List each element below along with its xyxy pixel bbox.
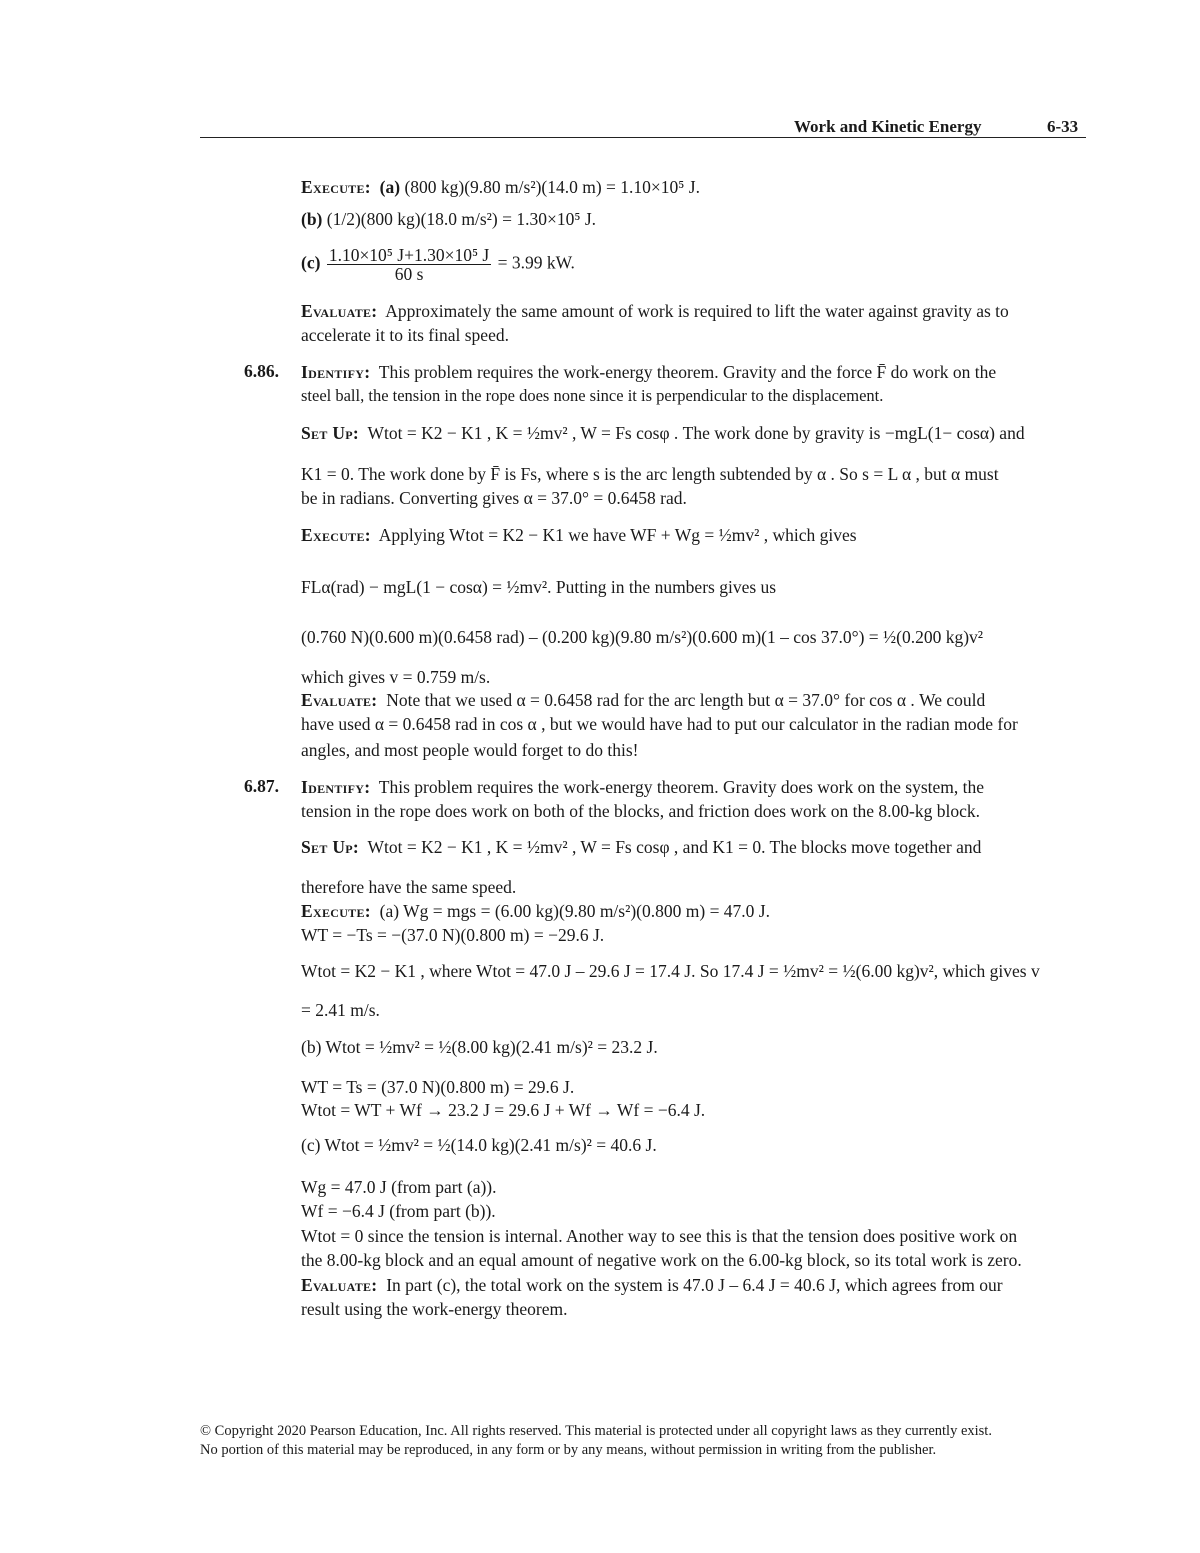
paragraph-text: This problem requires the work-energy theorem. Gravity does work on the system, the — [378, 777, 985, 797]
p687-execute-c-line-2: Wg = 47.0 J (from part (a)). — [301, 1177, 497, 1197]
fraction — [327, 246, 491, 283]
p687-identify-line-1 — [301, 776, 984, 798]
p686-execute-line-2: FLα(rad) − mgL(1 − cosα) = ½mv². Putting in the numbers gives us — [301, 577, 777, 597]
fraction-denominator: 60 s — [394, 264, 424, 284]
fraction-numerator: 1.10×10⁵ J+1.30×10⁵ J — [328, 245, 490, 265]
p686-execute-line-4: which gives v = 0.759 m/s. — [301, 667, 491, 687]
paragraph-text: Approximately the same amount of work is required to lift the water against gravity as to — [385, 301, 1009, 321]
p686-setup-line-2: K1 = 0. The work done by F̄ is Fs, where s is the arc length subtended by α . So s = L α , but α must — [301, 464, 999, 484]
paragraph-text: (a) Wg = mgs = (6.00 kg)(9.80 m/s²)(0.800 m) = 47.0 J. — [379, 901, 770, 921]
p686-setup-line-1 — [301, 422, 1025, 444]
paragraph-text: Wtot = K2 − K1 , K = ½mv² , W = Fs cosφ , and K1 = 0. The blocks move together and — [367, 837, 982, 857]
p686-execute-line-1 — [301, 524, 857, 546]
p687-identify-line-2: tension in the rope does work on both of the blocks, and friction does work on the 8.00-kg block. — [301, 801, 980, 821]
p687-execute-a-line-3: Wtot = K2 − K1 , where Wtot = 47.0 J – 29.6 J = 17.4 J. So 17.4 J = ½mv² = ½(6.00 kg)v², which gives v — [301, 961, 1040, 981]
part-label: (a) — [379, 177, 401, 197]
equation-text: (800 kg)(9.80 m/s²)(14.0 m) = 1.10×10⁵ J. — [404, 177, 700, 197]
evaluate-label: Evaluate: — [301, 301, 378, 321]
p686-evaluate-line-2: have used α = 0.6458 rad in cos α , but we would have had to put our calculator in the radian mode for — [301, 714, 1018, 734]
copyright-line-2: No portion of this material may be reproduced, in any form or by any means, without permission in writing from the publisher. — [200, 1442, 937, 1458]
chapter-title: Work and Kinetic Energy — [794, 117, 982, 136]
header-rule — [200, 137, 1086, 138]
prev-execute-a — [301, 176, 700, 198]
prev-execute-b — [301, 208, 596, 230]
p686-evaluate-line-3: angles, and most people would forget to do this! — [301, 740, 639, 760]
p687-execute-b-line-1: (b) Wtot = ½mv² = ½(8.00 kg)(2.41 m/s)² = 23.2 J. — [301, 1037, 658, 1057]
identify-label: Identify: — [301, 777, 371, 797]
execute-label: Execute: — [301, 901, 371, 921]
evaluate-label: Evaluate: — [301, 690, 378, 710]
identify-label: Identify: — [301, 362, 371, 382]
p687-evaluate-line-2: result using the work-energy theorem. — [301, 1299, 568, 1319]
p687-setup-line-1 — [301, 836, 981, 858]
prev-execute-c — [301, 246, 575, 283]
paragraph-text: This problem requires the work-energy theorem. Gravity and the force F̄ do work on the — [378, 362, 997, 382]
p687-execute-b-line-3: Wtot = WT + Wf → 23.2 J = 29.6 J + Wf → Wf = −6.4 J. — [301, 1100, 706, 1120]
setup-label: Set Up: — [301, 837, 360, 857]
p686-execute-line-3: (0.760 N)(0.600 m)(0.6458 rad) – (0.200 kg)(9.80 m/s²)(0.600 m)(1 – cos 37.0°) = ½(0.200 kg)v² — [301, 627, 984, 647]
copyright-line-1: © Copyright 2020 Pearson Education, Inc. All rights reserved. This material is protected under all copyright laws as they currently exist. — [200, 1423, 992, 1439]
p686-identify-line-1 — [301, 361, 996, 383]
setup-label: Set Up: — [301, 423, 360, 443]
p687-execute-c-line-5: the 8.00-kg block and an equal amount of negative work on the 6.00-kg block, so its total work is zero. — [301, 1250, 1022, 1270]
p687-execute-c-line-3: Wf = −6.4 J (from part (b)). — [301, 1201, 496, 1221]
prev-evaluate-line-2: accelerate it to its final speed. — [301, 325, 509, 345]
p687-execute-c-line-4: Wtot = 0 since the tension is internal. Another way to see this is that the tension does positive work on — [301, 1226, 1018, 1246]
problem-number: 6.86. — [244, 361, 279, 381]
paragraph-text: In part (c), the total work on the system is 47.0 J – 6.4 J = 40.6 J, which agrees from our — [386, 1275, 1003, 1295]
p686-setup-line-3: be in radians. Converting gives α = 37.0° = 0.6458 rad. — [301, 488, 687, 508]
p687-execute-b-line-2: WT = Ts = (37.0 N)(0.800 m) = 29.6 J. — [301, 1077, 575, 1097]
p687-setup-line-2: therefore have the same speed. — [301, 877, 517, 897]
paragraph-text: Applying Wtot = K2 − K1 we have WF + Wg = ½mv² , which gives — [378, 525, 857, 545]
prev-evaluate-line-1 — [301, 300, 1009, 322]
evaluate-label: Evaluate: — [301, 1275, 378, 1295]
paragraph-text: Note that we used α = 0.6458 rad for the arc length but α = 37.0° for cos α . We could — [386, 690, 986, 710]
part-label: (b) — [301, 209, 323, 229]
p686-evaluate-line-1 — [301, 689, 985, 711]
p687-evaluate-line-1 — [301, 1274, 1003, 1296]
execute-label: Execute: — [301, 177, 371, 197]
equation-text: = 3.99 kW. — [497, 252, 575, 273]
p687-execute-a-line-4: = 2.41 m/s. — [301, 1000, 380, 1020]
p686-identify-line-2: steel ball, the tension in the rope does none since it is perpendicular to the displacement. — [301, 386, 884, 405]
p687-execute-a-line-1 — [301, 900, 770, 922]
problem-number: 6.87. — [244, 776, 279, 796]
part-label: (c) — [301, 252, 321, 273]
page-number: 6-33 — [1047, 117, 1079, 136]
p687-execute-a-line-2: WT = −Ts = −(37.0 N)(0.800 m) = −29.6 J. — [301, 925, 605, 945]
execute-label: Execute: — [301, 525, 371, 545]
paragraph-text: Wtot = K2 − K1 , K = ½mv² , W = Fs cosφ . The work done by gravity is −mgL(1− cosα) and — [367, 423, 1025, 443]
equation-text: (1/2)(800 kg)(18.0 m/s²) = 1.30×10⁵ J. — [326, 209, 597, 229]
p687-execute-c-line-1: (c) Wtot = ½mv² = ½(14.0 kg)(2.41 m/s)² = 40.6 J. — [301, 1135, 657, 1155]
